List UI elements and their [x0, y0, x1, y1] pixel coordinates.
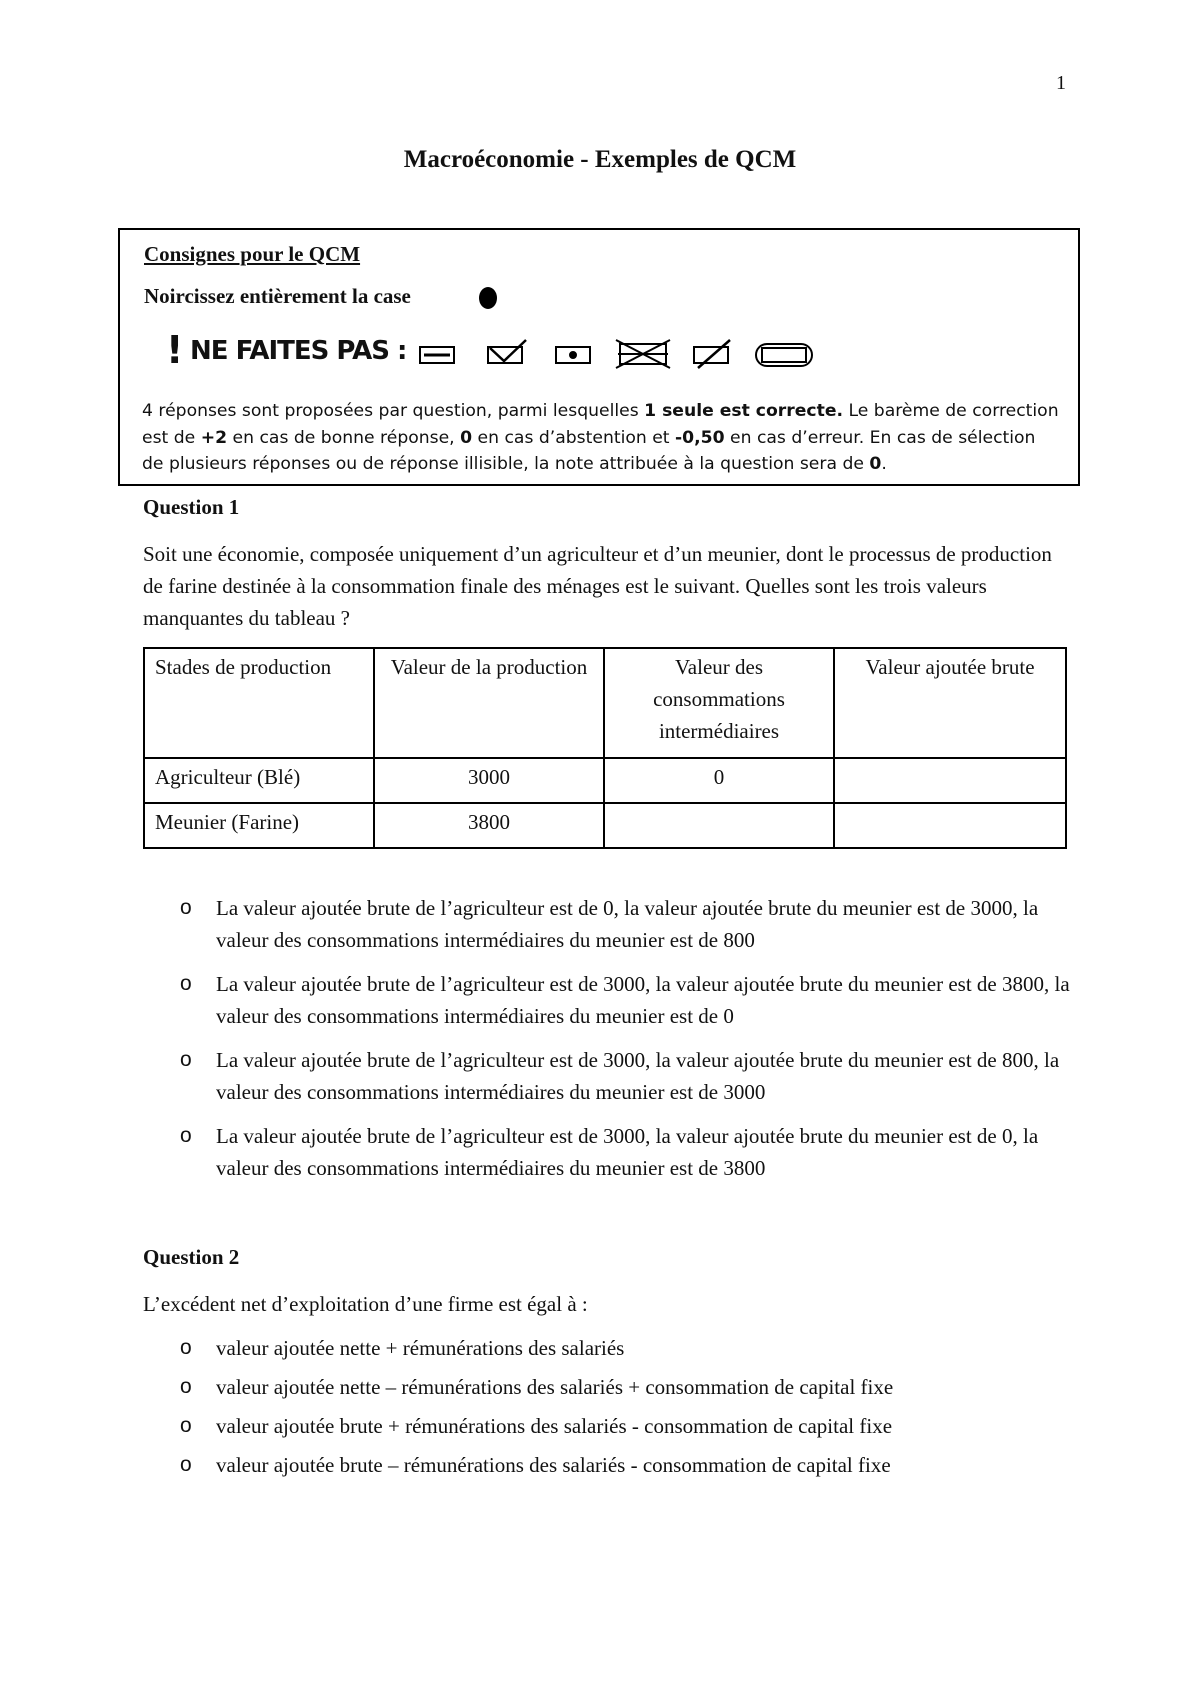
page-number: 1	[1056, 72, 1066, 94]
document-title: Macroéconomie - Exemples de QCM	[403, 146, 797, 173]
do-not-label: NE FAITES PAS :	[190, 336, 407, 366]
bullet-icon: o	[180, 896, 192, 919]
cross-box-icon	[616, 340, 670, 368]
table-header-cell: Valeur de la production	[374, 648, 604, 758]
answer-option-text: valeur ajoutée nette – rémunérations des salariés + consommation de capital fixe	[216, 1375, 894, 1399]
horizontal-line-box-icon	[420, 347, 454, 363]
table-cell	[604, 803, 834, 848]
answer-option[interactable]	[178, 1044, 1078, 1108]
table-cell	[834, 803, 1066, 848]
answer-option-text: La valeur ajoutée brute de l’agriculteur est de 3000, la valeur ajoutée brute du meunier est de 800, la valeur des consommations intermédiaires du meunier est de 3000	[216, 1048, 1060, 1104]
table-header-cell: Valeur des consommations intermédiaires	[604, 648, 834, 758]
instructions-heading: Consignes pour le QCM	[144, 242, 361, 266]
bullet-icon: o	[180, 1375, 192, 1398]
answer-option[interactable]	[178, 1410, 1078, 1442]
bullet-icon: o	[180, 1453, 192, 1476]
question-2-options	[178, 1332, 1078, 1481]
table-cell: 3000	[374, 758, 604, 803]
question-1-title: Question 1	[143, 495, 240, 519]
slash-box-icon	[694, 340, 730, 368]
table-header-cell: Valeur ajoutée brute	[834, 648, 1066, 758]
answer-option[interactable]	[178, 1120, 1078, 1184]
warning-icon: !	[166, 328, 184, 372]
fill-instruction: Noircissez entièrement la case	[144, 284, 411, 308]
instructions-box	[118, 228, 1080, 486]
table-cell	[834, 758, 1066, 803]
table-row	[144, 803, 1066, 848]
question-2-text: L’excédent net d’exploitation d’une firme est égal à :	[143, 1292, 588, 1316]
answer-option-text: La valeur ajoutée brute de l’agriculteur est de 3000, la valeur ajoutée brute du meunier est de 0, la valeur des consommations intermédiaires du meunier est de 3800	[216, 1124, 1039, 1180]
answer-option-text: valeur ajoutée nette + rémunérations des salariés	[216, 1336, 625, 1360]
table-cell: Meunier (Farine)	[144, 803, 374, 848]
circled-box-icon	[756, 344, 812, 366]
production-table	[143, 647, 1067, 849]
question-1-options	[178, 892, 1078, 1184]
question-2-title: Question 2	[143, 1245, 240, 1269]
answer-option[interactable]	[178, 892, 1078, 956]
incorrect-marks-examples	[418, 334, 918, 374]
table-header-cell: Stades de production	[144, 648, 374, 758]
answer-option-text: La valeur ajoutée brute de l’agriculteur est de 0, la valeur ajoutée brute du meunier est de 3000, la valeur des consommations intermédiaires du meunier est de 800	[216, 896, 1039, 952]
answer-option[interactable]	[178, 968, 1078, 1032]
table-cell: 0	[604, 758, 834, 803]
dot-box-icon	[556, 347, 590, 363]
bullet-icon: o	[180, 1414, 192, 1437]
answer-option[interactable]	[178, 1371, 1078, 1403]
answer-option-text: valeur ajoutée brute + rémunérations des salariés - consommation de capital fixe	[216, 1414, 893, 1438]
table-cell: 3800	[374, 803, 604, 848]
filled-box-example-icon	[479, 287, 497, 309]
bullet-icon: o	[180, 1336, 192, 1359]
answer-option[interactable]	[178, 1449, 1078, 1481]
answer-option-text: valeur ajoutée brute – rémunérations des salariés - consommation de capital fixe	[216, 1453, 891, 1477]
grading-rules: 4 réponses sont proposées par question, parmi lesquelles 1 seule est correcte. Le barème de correction est de +2 en cas de bonne réponse, 0 en cas d’abstention et -0,50 en cas d’erreur. En cas de sélection de plusieurs réponses ou de réponse illisible, la note attribuée à la question sera de 0.	[142, 401, 1059, 474]
answer-option[interactable]	[178, 1332, 1078, 1364]
answer-option-text: La valeur ajoutée brute de l’agriculteur est de 3000, la valeur ajoutée brute du meunier est de 3800, la valeur des consommations intermédiaires du meunier est de 0	[216, 972, 1070, 1028]
checkmark-box-icon	[488, 340, 526, 363]
bullet-icon: o	[180, 1124, 192, 1147]
question-1-text: Soit une économie, composée uniquement d’un agriculteur et d’un meunier, dont le processus de production de farine destinée à la consommation finale des ménages est le suivant. Quelles sont les trois valeurs manquantes du tableau ?	[143, 542, 1052, 630]
table-cell: Agriculteur (Blé)	[144, 758, 374, 803]
table-row	[144, 758, 1066, 803]
bullet-icon: o	[180, 972, 192, 995]
bullet-icon: o	[180, 1048, 192, 1071]
table-header-row	[144, 648, 1066, 758]
